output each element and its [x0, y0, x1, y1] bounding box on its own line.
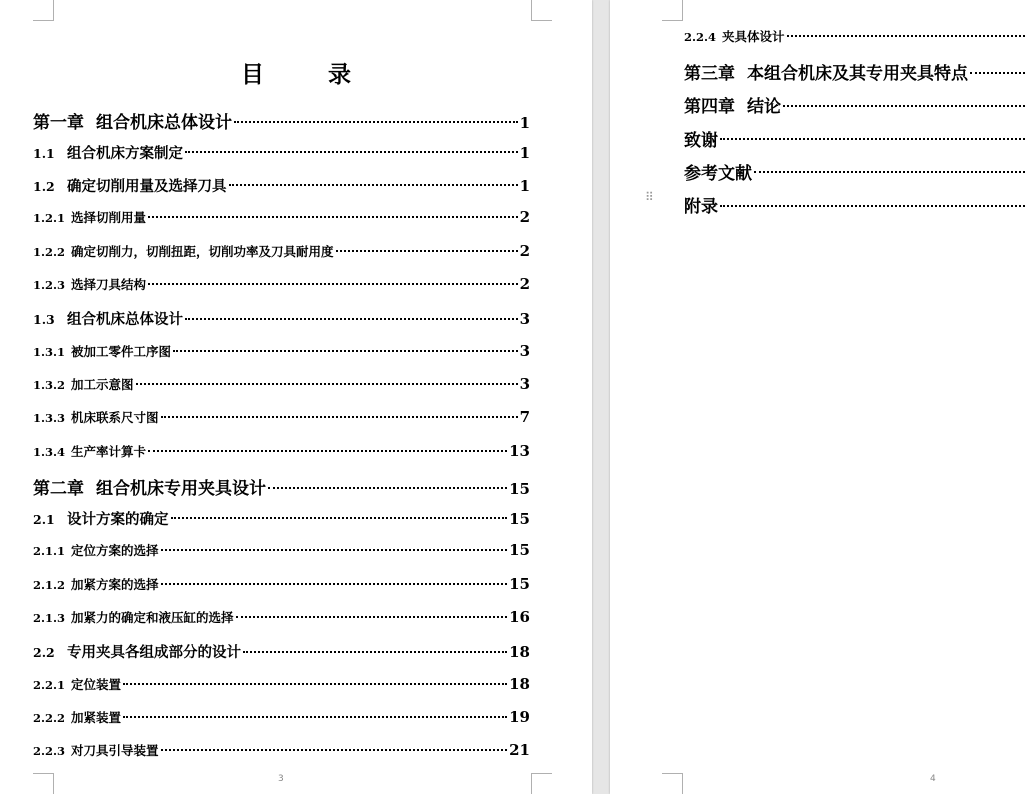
- toc-entry[interactable]: [33, 641, 530, 663]
- toc-leader-dots: [720, 188, 1025, 207]
- toc-entry-text: 致谢: [684, 130, 718, 151]
- toc-entry-text: 选择切削用量: [71, 210, 147, 226]
- toc-leader-dots: [720, 121, 1025, 140]
- toc-leader-dots: [148, 271, 518, 286]
- toc-entry[interactable]: [33, 541, 530, 560]
- toc-entry-number: 1.2: [33, 179, 55, 195]
- toc-leader-dots: [268, 470, 507, 489]
- toc-entry[interactable]: [684, 126, 1027, 151]
- toc-entry-page: 18: [509, 674, 530, 693]
- toc-leader-dots: [173, 337, 518, 352]
- toc-entry-page: 18: [509, 643, 530, 662]
- document-page-4[interactable]: [610, 0, 1027, 794]
- drag-handle-icon[interactable]: ⠿: [645, 190, 655, 204]
- toc-leader-dots: [161, 570, 508, 585]
- toc-entry[interactable]: [33, 674, 530, 693]
- toc-entry-number: 1.3.3: [33, 411, 66, 426]
- corner-mark-bottom-left: [662, 773, 683, 794]
- toc-entry-page: 15: [509, 480, 530, 499]
- toc-entry[interactable]: [33, 141, 530, 163]
- toc-leader-dots: [970, 55, 1025, 74]
- toc-entry[interactable]: [684, 159, 1027, 184]
- toc-entry-text: 本组合机床及其专用夹具特点: [747, 64, 968, 85]
- toc-leader-dots: [185, 303, 518, 320]
- toc-leader-dots: [148, 437, 507, 452]
- toc-entry[interactable]: [33, 275, 530, 294]
- toc-leader-dots: [236, 604, 508, 619]
- toc-leader-dots: [783, 88, 1025, 107]
- toc-entry-number: 1.3.2: [33, 377, 66, 392]
- toc-entry-page: 2: [519, 241, 530, 260]
- corner-mark-top-left: [662, 0, 683, 21]
- toc-entry-number: 第二章: [33, 479, 84, 500]
- toc-entry-number: 2.2: [33, 645, 55, 661]
- toc-entry-text: 选择刀具结构: [71, 277, 147, 292]
- toc-entry[interactable]: [684, 59, 1027, 84]
- corner-mark-bottom-right: [531, 773, 552, 794]
- toc-entry-page: 7: [519, 408, 530, 427]
- toc-entry-text: 加紧力的确定和液压缸的选择: [71, 610, 234, 625]
- toc-entry-page: 1: [519, 143, 530, 162]
- toc-leader-dots: [234, 104, 518, 123]
- page-number: 4: [930, 774, 936, 784]
- toc-entry[interactable]: [33, 175, 530, 197]
- toc-entry-text: 专用夹具各组成部分的设计: [67, 644, 241, 662]
- toc-leader-dots: [161, 737, 508, 752]
- page-number: 3: [278, 774, 284, 784]
- toc-entry[interactable]: [33, 474, 530, 499]
- toc-entry-text: 加工示意图: [71, 376, 134, 392]
- toc-entry-number: 1.3.1: [33, 344, 66, 359]
- toc-entry-number: 1.2.2: [33, 244, 66, 259]
- toc-entry-page: 2: [519, 275, 530, 293]
- toc-entry-number: 1.2.1: [33, 211, 66, 226]
- toc-entry-text: 确定切削力，切削扭距，切削功率及刀具耐用度: [71, 243, 334, 259]
- toc-entry-number: 1.2.3: [33, 278, 66, 292]
- toc-entry[interactable]: [33, 308, 530, 330]
- toc-entry-text: 机床联系尺寸图: [71, 410, 159, 426]
- toc-entry-text: 定位装置: [71, 676, 122, 692]
- toc-entry-page: 15: [509, 541, 530, 560]
- toc-entry[interactable]: [33, 108, 530, 133]
- toc-entry[interactable]: [33, 707, 530, 726]
- toc-leader-dots: [136, 370, 518, 385]
- toc-entry[interactable]: [684, 92, 1027, 117]
- toc-entry-page: 16: [509, 608, 530, 626]
- toc-entry-number: 2.1.1: [33, 544, 66, 559]
- toc-entry-page: 3: [519, 341, 530, 360]
- toc-entry-number: 1.3: [33, 312, 55, 328]
- toc-leader-dots: [148, 204, 518, 219]
- toc-entry-text: 加紧方案的选择: [71, 576, 159, 592]
- toc-entry-text: 夹具体设计: [722, 28, 785, 44]
- toc-title: 目 录: [240, 61, 379, 88]
- toc-entry-page: 13: [509, 441, 530, 460]
- toc-entry-number: 第四章: [684, 97, 735, 118]
- toc-entry-page: 1: [519, 177, 530, 196]
- toc-entry-number: 第一章: [33, 113, 84, 133]
- toc-leader-dots: [171, 503, 508, 520]
- toc-entry-text: 参考文献: [684, 163, 752, 184]
- toc-entry-page: 19: [509, 707, 530, 726]
- toc-leader-dots: [754, 154, 1025, 173]
- toc-entry-number: 2.2.3: [33, 744, 66, 759]
- toc-entry[interactable]: [33, 241, 530, 260]
- toc-entry[interactable]: [33, 508, 530, 530]
- toc-entry[interactable]: [33, 574, 530, 593]
- toc-entry-page: 3: [519, 374, 530, 393]
- toc-entry-page: 1: [519, 114, 530, 132]
- toc-leader-dots: [787, 22, 1025, 37]
- toc-entry-text: 附录: [684, 197, 718, 217]
- toc-entry[interactable]: [684, 192, 1027, 217]
- toc-entry-page: 3: [519, 310, 530, 329]
- toc-entry-text: 定位方案的选择: [71, 543, 159, 559]
- toc-leader-dots: [123, 703, 507, 718]
- toc-entry-number: 1.3.4: [33, 444, 66, 459]
- toc-entry-number: 2.2.2: [33, 710, 66, 725]
- toc-entry-number: 2.2.4: [684, 29, 717, 44]
- toc-entry[interactable]: [33, 741, 530, 760]
- toc-entry-page: 15: [509, 574, 530, 593]
- toc-entry-number: 1.1: [33, 145, 55, 161]
- toc-entry[interactable]: [33, 374, 530, 393]
- toc-entry-text: 生产率计算卡: [71, 443, 147, 459]
- toc-entry[interactable]: [33, 341, 530, 360]
- toc-entry[interactable]: [684, 26, 1027, 45]
- toc-entry[interactable]: [33, 408, 530, 427]
- toc-leader-dots: [185, 137, 518, 154]
- toc-entry-page: 15: [509, 510, 530, 529]
- toc-entry-text: 结论: [747, 97, 781, 118]
- toc-entry-page: 2: [519, 208, 530, 227]
- toc-entry-text: 设计方案的确定: [67, 511, 169, 529]
- toc-entry-text: 被加工零件工序图: [71, 343, 172, 359]
- toc-leader-dots: [161, 404, 518, 419]
- corner-mark-bottom-left: [33, 773, 54, 794]
- toc-leader-dots: [229, 170, 518, 187]
- toc-entry-text: 加紧装置: [71, 709, 122, 725]
- toc-entry-text: 组合机床方案制定: [67, 144, 183, 162]
- toc-leader-dots: [161, 537, 508, 552]
- corner-mark-top-left: [33, 0, 54, 21]
- toc-leader-dots: [336, 237, 518, 252]
- corner-mark-top-right: [531, 0, 552, 21]
- toc-entry-number: 第三章: [684, 64, 735, 85]
- toc-entry-number: 2.2.1: [33, 677, 66, 692]
- toc-entry-page: 21: [509, 741, 530, 760]
- toc-entry-number: 2.1.2: [33, 577, 66, 592]
- toc-entry-number: 2.1: [33, 512, 55, 528]
- toc-entry-text: 组合机床总体设计: [96, 113, 232, 133]
- toc-entry[interactable]: [33, 208, 530, 227]
- toc-entry[interactable]: [33, 608, 530, 627]
- toc-entry-text: 组合机床总体设计: [67, 311, 183, 329]
- toc-entry[interactable]: [33, 441, 530, 460]
- toc-leader-dots: [243, 636, 507, 653]
- toc-entry-text: 组合机床专用夹具设计: [96, 479, 266, 500]
- toc-entry-text: 确定切削用量及选择刀具: [67, 178, 227, 196]
- toc-entry-number: 2.1.3: [33, 611, 66, 625]
- toc-leader-dots: [123, 670, 507, 685]
- toc-entry-text: 对刀具引导装置: [71, 743, 159, 759]
